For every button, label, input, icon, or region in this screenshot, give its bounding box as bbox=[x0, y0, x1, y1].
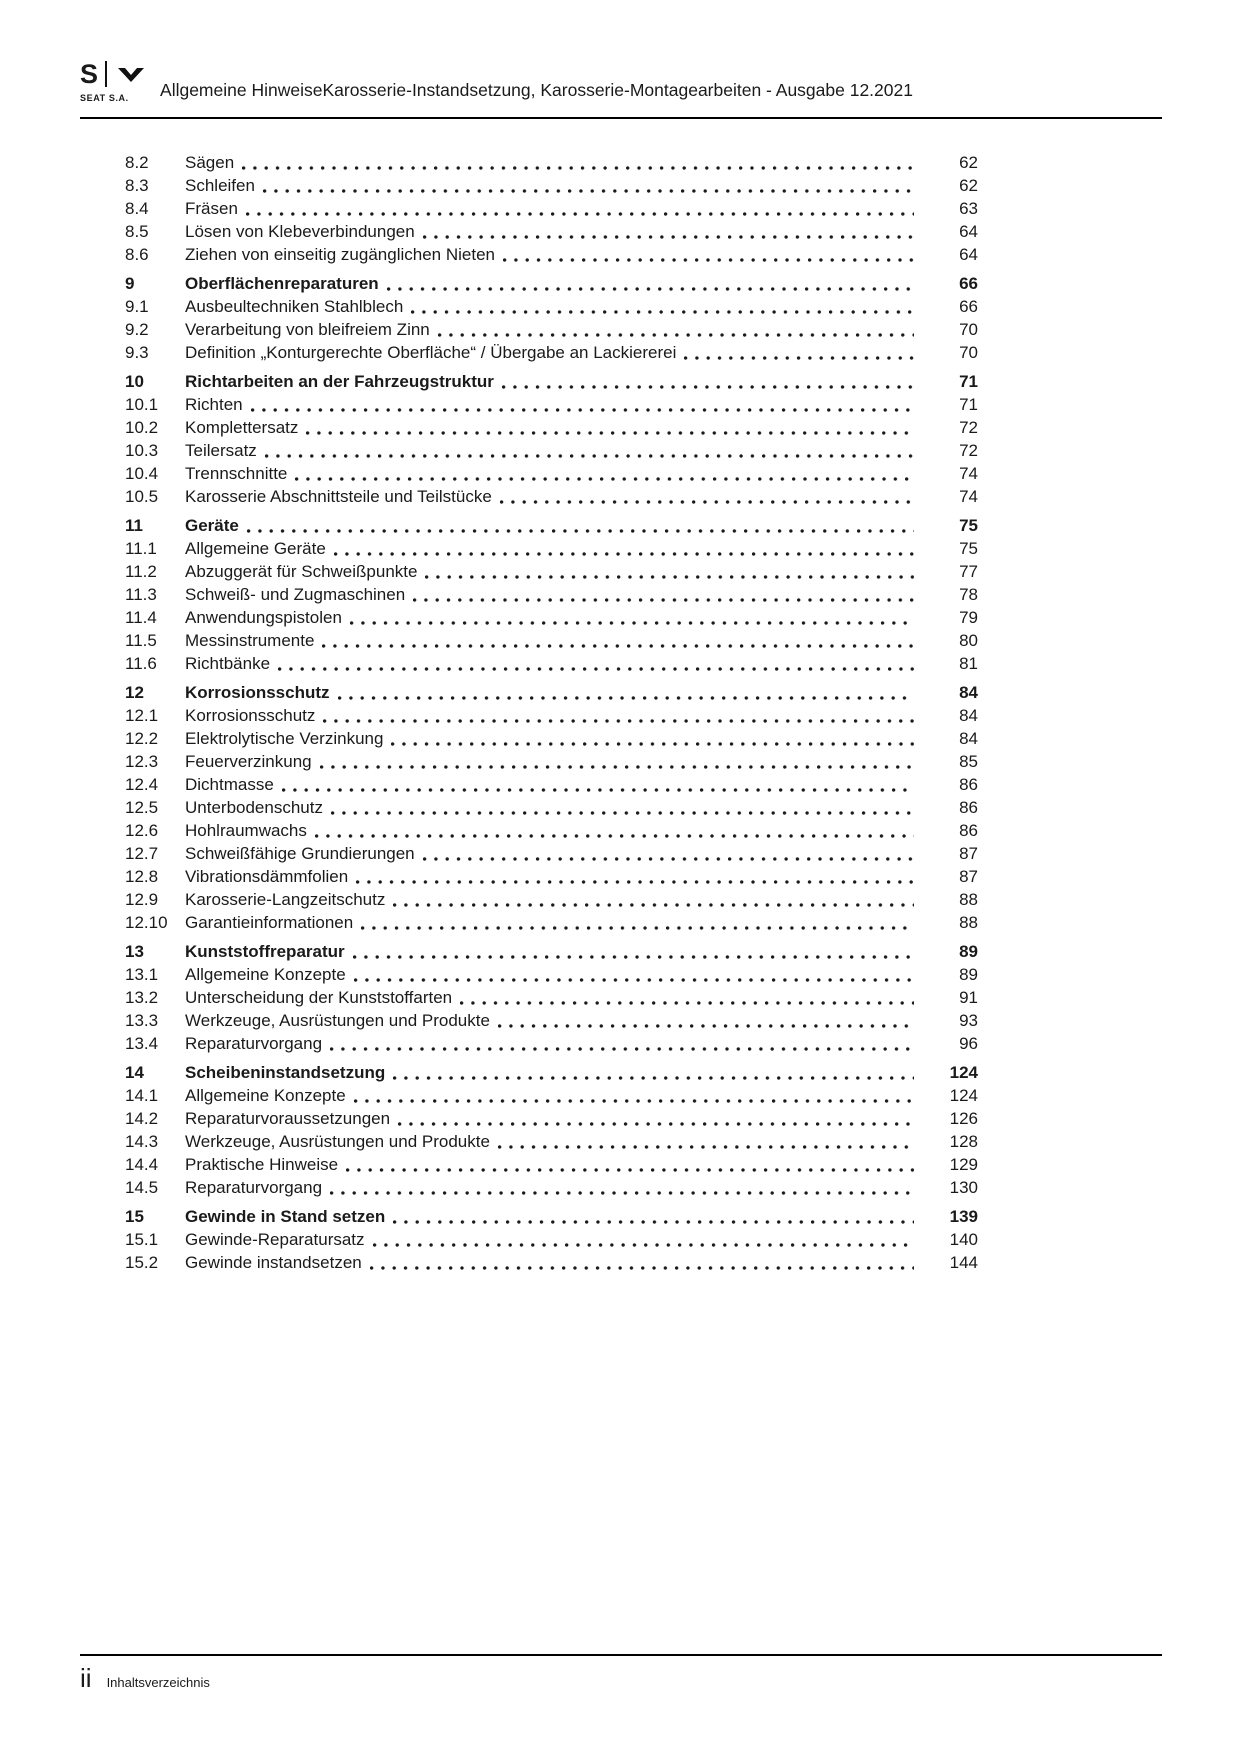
toc-row bbox=[125, 1061, 978, 1084]
toc-entry-page: 75 bbox=[959, 539, 978, 558]
toc-entry-title: Scheibeninstandsetzung bbox=[185, 1063, 386, 1082]
toc-entry-title: Teilersatz bbox=[185, 441, 257, 460]
toc-entry-number: 12 bbox=[125, 683, 144, 702]
toc-entry-number: 12.3 bbox=[125, 752, 159, 771]
toc-entry-title: Werkzeuge, Ausrüstungen und Produkte bbox=[185, 1011, 490, 1030]
toc-entry-number: 10.1 bbox=[125, 395, 159, 414]
toc-entry-page: 84 bbox=[959, 706, 978, 725]
toc-entry-title: Schweißfähige Grundierungen bbox=[185, 844, 415, 863]
toc-entry-title: Definition „Konturgerechte Oberfläche“ / Übergabe an Lackiererei bbox=[185, 343, 677, 362]
toc-entry-title: Ausbeultechniken Stahlblech bbox=[185, 297, 404, 316]
toc-entry-number: 8.4 bbox=[125, 199, 149, 218]
toc-entry-number: 14.1 bbox=[125, 1086, 159, 1105]
toc-entry-page: 84 bbox=[959, 729, 978, 748]
toc-entry-page: 70 bbox=[959, 343, 978, 362]
toc-row bbox=[125, 295, 978, 318]
toc-leader-dots bbox=[246, 212, 914, 216]
toc-entry-number: 11.4 bbox=[125, 608, 157, 627]
toc-entry-page: 130 bbox=[949, 1178, 978, 1197]
toc-row bbox=[125, 1205, 978, 1228]
toc-leader-dots bbox=[684, 356, 914, 360]
toc-leader-dots bbox=[346, 1168, 914, 1172]
toc-entry-page: 129 bbox=[949, 1155, 978, 1174]
toc-leader-dots bbox=[411, 310, 914, 314]
toc-entry-title: Korrosionsschutz bbox=[185, 706, 316, 725]
toc-entry-title: Allgemeine Konzepte bbox=[185, 1086, 346, 1105]
toc-entry-number: 13.1 bbox=[125, 965, 159, 984]
toc-row bbox=[125, 1032, 978, 1055]
toc-entry-title: Karosserie-Langzeitschutz bbox=[185, 890, 386, 909]
toc-row bbox=[125, 416, 978, 439]
toc-leader-dots bbox=[320, 765, 914, 769]
toc-entry-number: 9.2 bbox=[125, 320, 149, 339]
toc-entry-number: 12.8 bbox=[125, 867, 159, 886]
toc-leader-dots bbox=[393, 1076, 914, 1080]
toc-row bbox=[125, 560, 978, 583]
toc-row bbox=[125, 318, 978, 341]
toc-entry-title: Elektrolytische Verzinkung bbox=[185, 729, 384, 748]
toc-leader-dots bbox=[353, 955, 914, 959]
toc-entry-title: Dichtmasse bbox=[185, 775, 274, 794]
toc-leader-dots bbox=[242, 166, 914, 170]
toc-row bbox=[125, 1107, 978, 1130]
toc-row bbox=[125, 796, 978, 819]
toc-entry-title: Reparaturvoraussetzungen bbox=[185, 1109, 391, 1128]
toc-entry-title: Trennschnitte bbox=[185, 464, 288, 483]
toc-leader-dots bbox=[265, 454, 914, 458]
toc-entry-title: Sägen bbox=[185, 153, 235, 172]
toc-row bbox=[125, 1084, 978, 1107]
toc-entry-number: 14 bbox=[125, 1063, 144, 1082]
toc-row bbox=[125, 963, 978, 986]
toc-entry-number: 11.3 bbox=[125, 585, 157, 604]
toc-entry-page: 77 bbox=[959, 562, 978, 581]
toc-entry-title: Abzuggerät für Schweißpunkte bbox=[185, 562, 418, 581]
toc-row bbox=[125, 514, 978, 537]
toc-entry-title: Ziehen von einseitig zugänglichen Nieten bbox=[185, 245, 495, 264]
toc-entry-page: 85 bbox=[959, 752, 978, 771]
toc-leader-dots bbox=[282, 788, 914, 792]
toc-leader-dots bbox=[413, 598, 914, 602]
toc-entry-number: 11 bbox=[125, 516, 143, 535]
toc-entry-page: 93 bbox=[959, 1011, 978, 1030]
toc-row bbox=[125, 911, 978, 934]
toc-leader-dots bbox=[251, 408, 914, 412]
toc-leader-dots bbox=[278, 667, 914, 671]
toc-row bbox=[125, 888, 978, 911]
toc-leader-dots bbox=[398, 1122, 914, 1126]
toc-entry-title: Karosserie Abschnittsteile und Teilstücke bbox=[185, 487, 492, 506]
toc-entry-page: 124 bbox=[949, 1063, 978, 1082]
toc-entry-title: Reparaturvorgang bbox=[185, 1034, 323, 1053]
toc-entry-page: 72 bbox=[959, 418, 978, 437]
toc-leader-dots bbox=[338, 696, 914, 700]
toc-row bbox=[125, 220, 978, 243]
toc-entry-title: Garantieinformationen bbox=[185, 913, 354, 932]
toc-row bbox=[125, 681, 978, 704]
toc-leader-dots bbox=[263, 189, 914, 193]
toc-entry-page: 74 bbox=[959, 464, 978, 483]
toc-entry-number: 11.5 bbox=[125, 631, 157, 650]
toc-entry-title: Oberflächenreparaturen bbox=[185, 274, 379, 293]
toc-row bbox=[125, 151, 978, 174]
toc-entry-number: 10 bbox=[125, 372, 144, 391]
toc-leader-dots bbox=[306, 431, 914, 435]
toc-row bbox=[125, 537, 978, 560]
toc-row bbox=[125, 485, 978, 508]
toc-entry-page: 66 bbox=[959, 297, 978, 316]
cupra-logo-icon bbox=[115, 64, 147, 84]
toc-entry-number: 9.1 bbox=[125, 297, 149, 316]
toc-leader-dots bbox=[322, 644, 914, 648]
toc-entry-page: 70 bbox=[959, 320, 978, 339]
toc-entry-number: 14.2 bbox=[125, 1109, 159, 1128]
toc-row bbox=[125, 1176, 978, 1199]
brand-logos bbox=[80, 58, 147, 90]
toc-entry-page: 86 bbox=[959, 821, 978, 840]
toc-row bbox=[125, 704, 978, 727]
toc-leader-dots bbox=[425, 575, 914, 579]
toc-row bbox=[125, 842, 978, 865]
toc-leader-dots bbox=[354, 978, 914, 982]
header-title-part2: Karosserie-Instandsetzung, Karosserie-Montagearbeiten - Ausgabe 12.2021 bbox=[322, 80, 913, 100]
toc-entry-page: 64 bbox=[959, 245, 978, 264]
toc-leader-dots bbox=[393, 1220, 914, 1224]
table-of-contents bbox=[125, 151, 978, 1274]
toc-leader-dots bbox=[438, 333, 914, 337]
brand-name: SEAT S.A. bbox=[80, 93, 129, 103]
toc-row bbox=[125, 819, 978, 842]
toc-leader-dots bbox=[500, 500, 914, 504]
toc-entry-page: 139 bbox=[949, 1207, 978, 1226]
toc-row bbox=[125, 1130, 978, 1153]
toc-entry-number: 14.3 bbox=[125, 1132, 159, 1151]
toc-leader-dots bbox=[393, 903, 914, 907]
toc-entry-number: 8.2 bbox=[125, 153, 149, 172]
toc-leader-dots bbox=[373, 1243, 914, 1247]
toc-row bbox=[125, 773, 978, 796]
toc-entry-title: Richtbänke bbox=[185, 654, 271, 673]
toc-entry-title: Unterbodenschutz bbox=[185, 798, 323, 817]
toc-entry-number: 15.1 bbox=[125, 1230, 159, 1249]
logo-divider bbox=[105, 61, 107, 87]
toc-leader-dots bbox=[331, 811, 914, 815]
header-title-part1: Allgemeine Hinweise bbox=[160, 80, 323, 100]
toc-entry-number: 10.3 bbox=[125, 441, 159, 460]
toc-entry-page: 87 bbox=[959, 844, 978, 863]
toc-entry-page: 71 bbox=[959, 395, 978, 414]
toc-entry-number: 14.5 bbox=[125, 1178, 159, 1197]
toc-entry-number: 12.2 bbox=[125, 729, 159, 748]
toc-entry-page: 89 bbox=[959, 965, 978, 984]
toc-entry-number: 8.3 bbox=[125, 176, 149, 195]
toc-entry-title: Praktische Hinweise bbox=[185, 1155, 339, 1174]
toc-leader-dots bbox=[370, 1266, 914, 1270]
toc-row bbox=[125, 174, 978, 197]
toc-entry-title: Unterscheidung der Kunststoffarten bbox=[185, 988, 453, 1007]
toc-leader-dots bbox=[391, 742, 914, 746]
toc-entry-number: 12.10 bbox=[125, 913, 168, 932]
toc-entry-title: Werkzeuge, Ausrüstungen und Produkte bbox=[185, 1132, 490, 1151]
toc-row bbox=[125, 1153, 978, 1176]
toc-entry-page: 86 bbox=[959, 775, 978, 794]
toc-entry-title: Verarbeitung von bleifreiem Zinn bbox=[185, 320, 430, 339]
toc-entry-number: 13.3 bbox=[125, 1011, 159, 1030]
toc-entry-page: 66 bbox=[959, 274, 978, 293]
toc-entry-title: Komplettersatz bbox=[185, 418, 299, 437]
toc-entry-page: 72 bbox=[959, 441, 978, 460]
header-title bbox=[160, 80, 913, 103]
toc-row bbox=[125, 986, 978, 1009]
toc-entry-title: Fräsen bbox=[185, 199, 238, 218]
toc-entry-number: 12.1 bbox=[125, 706, 159, 725]
toc-entry-number: 11.2 bbox=[125, 562, 157, 581]
toc-entry-title: Hohlraumwachs bbox=[185, 821, 307, 840]
toc-entry-title: Richten bbox=[185, 395, 243, 414]
toc-row bbox=[125, 1251, 978, 1274]
toc-entry-number: 8.5 bbox=[125, 222, 149, 241]
toc-entry-page: 126 bbox=[949, 1109, 978, 1128]
toc-row bbox=[125, 439, 978, 462]
toc-entry-page: 91 bbox=[959, 988, 978, 1007]
toc-entry-number: 12.5 bbox=[125, 798, 159, 817]
toc-entry-number: 15 bbox=[125, 1207, 144, 1226]
toc-leader-dots bbox=[354, 1099, 914, 1103]
toc-entry-page: 63 bbox=[959, 199, 978, 218]
toc-entry-number: 10.2 bbox=[125, 418, 159, 437]
toc-leader-dots bbox=[356, 880, 914, 884]
toc-entry-number: 12.4 bbox=[125, 775, 159, 794]
page-footer bbox=[80, 1654, 1162, 1691]
toc-row bbox=[125, 243, 978, 266]
toc-entry-page: 144 bbox=[949, 1253, 978, 1272]
toc-entry-page: 71 bbox=[959, 372, 978, 391]
page-header bbox=[80, 58, 1162, 103]
toc-row bbox=[125, 606, 978, 629]
toc-row bbox=[125, 341, 978, 364]
toc-row bbox=[125, 197, 978, 220]
seat-logo-icon: S bbox=[80, 58, 98, 89]
toc-entry-title: Richtarbeiten an der Fahrzeugstruktur bbox=[185, 372, 494, 391]
toc-entry-number: 13.4 bbox=[125, 1034, 159, 1053]
toc-entry-page: 88 bbox=[959, 913, 978, 932]
toc-entry-page: 84 bbox=[959, 683, 978, 702]
toc-entry-page: 79 bbox=[959, 608, 978, 627]
toc-entry-page: 80 bbox=[959, 631, 978, 650]
toc-entry-page: 124 bbox=[949, 1086, 978, 1105]
toc-row bbox=[125, 629, 978, 652]
toc-entry-title: Allgemeine Konzepte bbox=[185, 965, 346, 984]
toc-leader-dots bbox=[502, 385, 914, 389]
footer-section-label: Inhaltsverzeichnis bbox=[106, 1675, 210, 1690]
toc-entry-title: Korrosionsschutz bbox=[185, 683, 330, 702]
toc-leader-dots bbox=[350, 621, 914, 625]
toc-entry-number: 14.4 bbox=[125, 1155, 159, 1174]
toc-leader-dots bbox=[498, 1145, 914, 1149]
toc-entry-page: 75 bbox=[959, 516, 978, 535]
toc-entry-title: Messinstrumente bbox=[185, 631, 315, 650]
toc-entry-page: 88 bbox=[959, 890, 978, 909]
toc-row bbox=[125, 652, 978, 675]
toc-row bbox=[125, 1228, 978, 1251]
toc-entry-number: 9.3 bbox=[125, 343, 149, 362]
toc-entry-title: Schleifen bbox=[185, 176, 255, 195]
toc-row bbox=[125, 272, 978, 295]
toc-leader-dots bbox=[460, 1001, 914, 1005]
toc-leader-dots bbox=[423, 857, 914, 861]
toc-leader-dots bbox=[498, 1024, 914, 1028]
toc-entry-title: Gewinde-Reparatursatz bbox=[185, 1230, 365, 1249]
toc-entry-number: 10.5 bbox=[125, 487, 159, 506]
toc-row bbox=[125, 462, 978, 485]
toc-entry-page: 78 bbox=[959, 585, 978, 604]
toc-leader-dots bbox=[323, 719, 914, 723]
toc-entry-title: Lösen von Klebeverbindungen bbox=[185, 222, 415, 241]
toc-leader-dots bbox=[330, 1191, 914, 1195]
toc-row bbox=[125, 370, 978, 393]
toc-entry-number: 9 bbox=[125, 274, 135, 293]
toc-leader-dots bbox=[423, 235, 914, 239]
toc-leader-dots bbox=[503, 258, 914, 262]
toc-entry-number: 12.6 bbox=[125, 821, 159, 840]
toc-entry-page: 87 bbox=[959, 867, 978, 886]
toc-leader-dots bbox=[361, 926, 914, 930]
toc-row bbox=[125, 393, 978, 416]
footer-page-number: ii bbox=[80, 1663, 92, 1693]
brand-block bbox=[80, 58, 147, 103]
toc-entry-page: 81 bbox=[959, 654, 978, 673]
toc-row bbox=[125, 865, 978, 888]
toc-entry-page: 86 bbox=[959, 798, 978, 817]
toc-entry-page: 62 bbox=[959, 153, 978, 172]
toc-leader-dots bbox=[334, 552, 914, 556]
toc-entry-number: 12.9 bbox=[125, 890, 159, 909]
toc-entry-page: 74 bbox=[959, 487, 978, 506]
toc-entry-page: 96 bbox=[959, 1034, 978, 1053]
toc-entry-number: 13 bbox=[125, 942, 144, 961]
toc-entry-number: 10.4 bbox=[125, 464, 159, 483]
header-rule bbox=[80, 117, 1162, 119]
toc-leader-dots bbox=[330, 1047, 914, 1051]
toc-row bbox=[125, 940, 978, 963]
toc-entry-title: Geräte bbox=[185, 516, 239, 535]
toc-leader-dots bbox=[387, 287, 914, 291]
toc-entry-title: Feuerverzinkung bbox=[185, 752, 312, 771]
toc-row bbox=[125, 727, 978, 750]
toc-entry-page: 140 bbox=[949, 1230, 978, 1249]
toc-entry-title: Reparaturvorgang bbox=[185, 1178, 323, 1197]
toc-entry-number: 13.2 bbox=[125, 988, 159, 1007]
toc-leader-dots bbox=[315, 834, 914, 838]
toc-entry-number: 15.2 bbox=[125, 1253, 159, 1272]
toc-entry-number: 11.6 bbox=[125, 654, 157, 673]
toc-row bbox=[125, 583, 978, 606]
toc-entry-page: 89 bbox=[959, 942, 978, 961]
toc-entry-title: Gewinde instandsetzen bbox=[185, 1253, 362, 1272]
toc-entry-page: 64 bbox=[959, 222, 978, 241]
toc-leader-dots bbox=[247, 529, 914, 533]
toc-entry-page: 128 bbox=[949, 1132, 978, 1151]
toc-entry-number: 8.6 bbox=[125, 245, 149, 264]
toc-entry-page: 62 bbox=[959, 176, 978, 195]
toc-entry-number: 12.7 bbox=[125, 844, 159, 863]
toc-entry-title: Kunststoffreparatur bbox=[185, 942, 345, 961]
toc-entry-title: Gewinde in Stand setzen bbox=[185, 1207, 386, 1226]
toc-row bbox=[125, 1009, 978, 1032]
toc-leader-dots bbox=[295, 477, 914, 481]
toc-entry-title: Allgemeine Geräte bbox=[185, 539, 326, 558]
toc-row bbox=[125, 750, 978, 773]
toc-entry-number: 11.1 bbox=[125, 539, 157, 558]
toc-entry-title: Schweiß- und Zugmaschinen bbox=[185, 585, 406, 604]
toc-entry-title: Anwendungspistolen bbox=[185, 608, 342, 627]
toc-entry-title: Vibrationsdämmfolien bbox=[185, 867, 349, 886]
